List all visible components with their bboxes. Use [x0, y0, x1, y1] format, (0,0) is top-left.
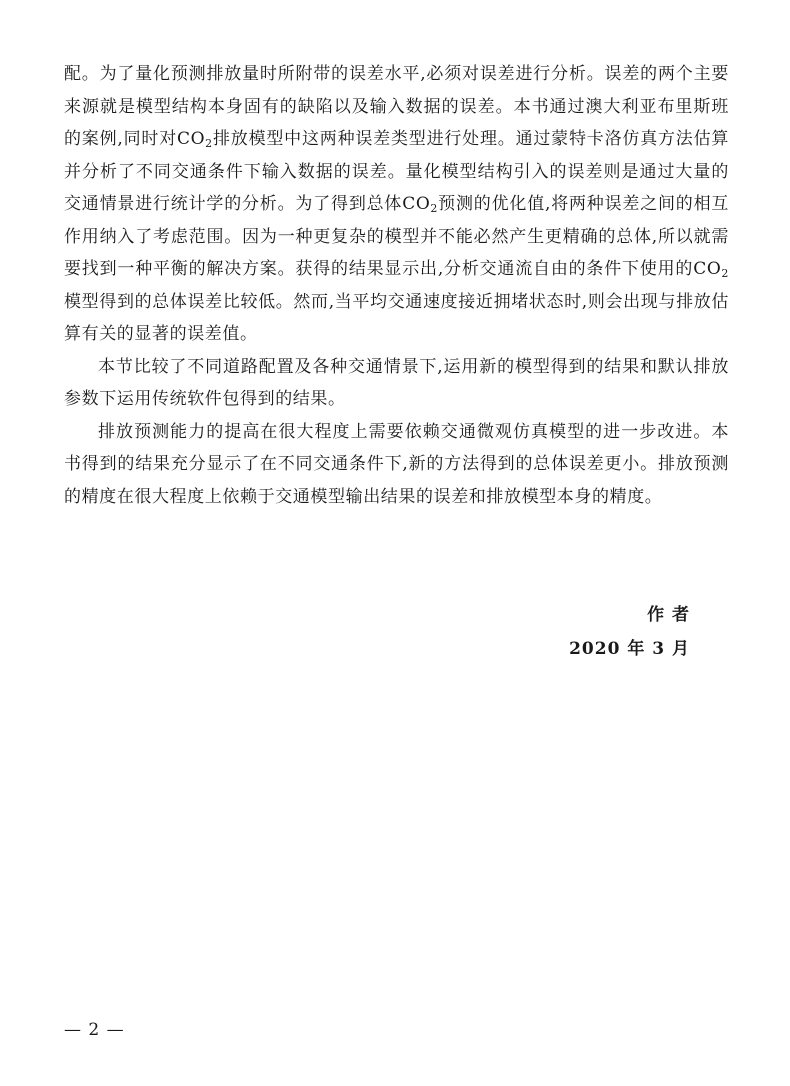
text-run: 排放预测能力的提高在很大程度上需要依赖交通微观仿真模型的进一步改进。本书得到的结果充分显示了在不同交通条件下,新的方法得到的总体误差更小。排放预测的精度在很大程度上依赖于交通模型输出结果的误差和排放模型本身的精度。 — [64, 421, 729, 507]
page-number: — 2 — — [64, 1020, 125, 1040]
paragraph — [64, 416, 729, 514]
subscript: 2 — [430, 202, 438, 215]
body-text — [64, 58, 729, 513]
text-run: 配。为了量化预测排放量时所附带的误差水平,必须对误差进行分析。误差的两个主要来源就是模型结构本身固有的缺陷以及输入数据的误差。本书通过澳大利亚布里斯班的案例,同时对CO — [64, 64, 729, 149]
subscript: 2 — [721, 267, 729, 280]
author-signature: 作 者 — [647, 605, 690, 625]
subscript: 2 — [205, 137, 213, 150]
paragraph — [64, 351, 729, 416]
signature-date: 2020 年 3 月 — [569, 639, 690, 659]
text-run: 本节比较了不同道路配置及各种交通情景下,运用新的模型得到的结果和默认排放参数下运用传统软件包得到的结果。 — [64, 356, 729, 409]
text-run: 模型得到的总体误差比较低。然而,当平均交通速度接近拥堵状态时,则会出现与排放估算有关的显著的误差值。 — [64, 291, 729, 344]
text-run: 预测的优化值,将两种误差之间的相互作用纳入了考虑范围。因为一种更复杂的模型并不能必然产生更精确的总体,所以就需要找到一种平衡的解决方案。获得的结果显示出,分析交通流自由的条件下使用的CO — [64, 194, 730, 279]
paragraph — [64, 58, 729, 351]
text-run: 排放模型中这两种误差类型进行处理。通过蒙特卡洛仿真方法估算并分析了不同交通条件下输入数据的误差。量化模型结构引入的误差则是通过大量的交通情景进行统计学的分析。为了得到总体CO — [64, 129, 729, 214]
